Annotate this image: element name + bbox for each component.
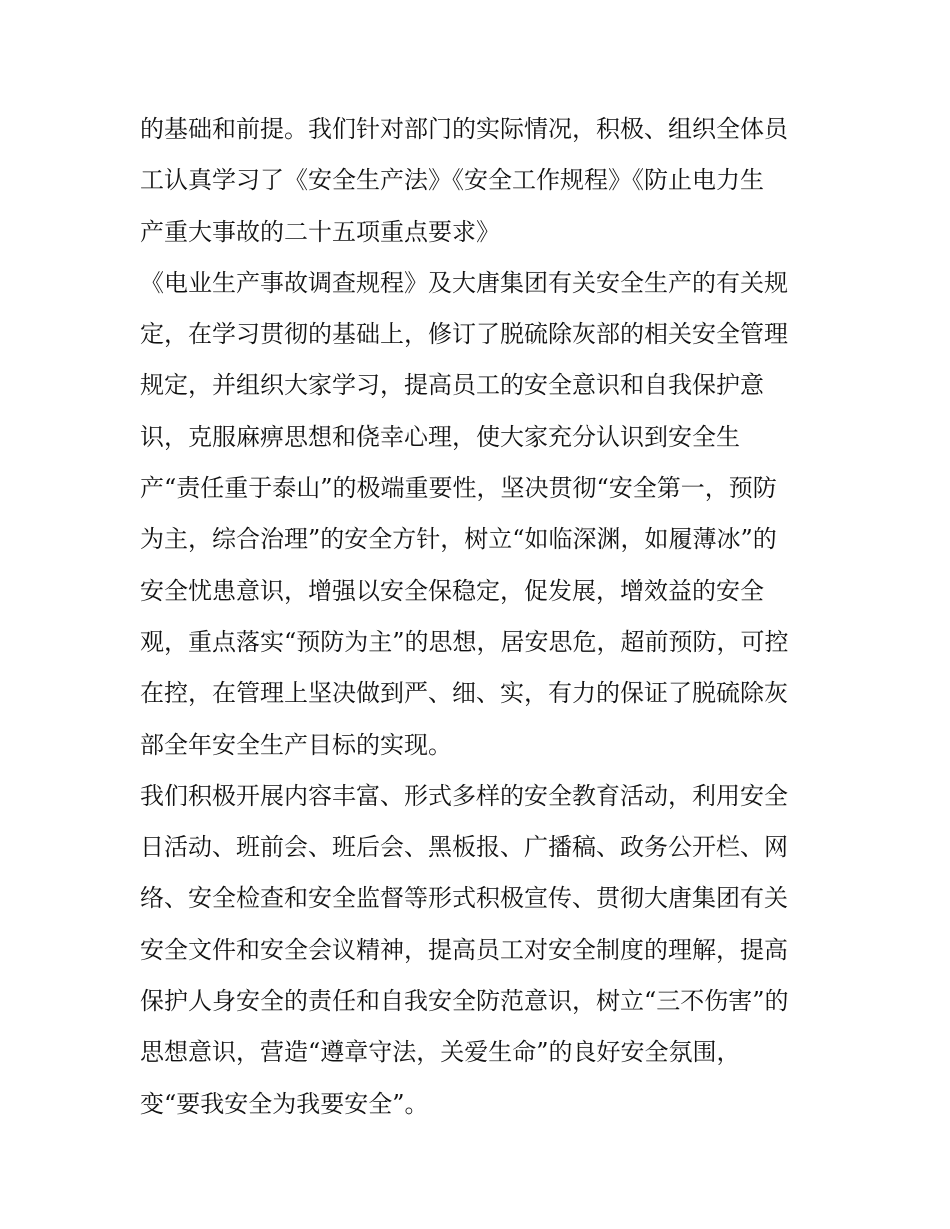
text-line: 日活动、班前会、班后会、黑板报、广播稿、政务公开栏、网 (140, 833, 788, 862)
text-line: 为主，综合治理”的安全方针，树立“如临深渊，如履薄冰”的 (140, 525, 777, 554)
text-line: 定，在学习贯彻的基础上，修订了脱硫除灰部的相关安全管理 (140, 320, 788, 349)
text-line: 产“责任重于泰山”的极端重要性，坚决贯彻“安全第一，预防 (140, 474, 777, 503)
text-line: 部全年安全生产目标的实现。 (140, 730, 452, 759)
text-line: 变“要我安全为我要安全”。 (140, 1089, 429, 1118)
text-line: 思想意识，营造“遵章守法，关爱生命”的良好安全氛围， (140, 1038, 741, 1067)
text-line: 观，重点落实“预防为主”的思想，居安思危，超前预防，可控 (140, 627, 789, 656)
text-line: 的基础和前提。我们针对部门的实际情况，积极、组织全体员 (140, 115, 788, 143)
text-line: 我们积极开展内容丰富、形式多样的安全教育活动，利用安全 (140, 781, 788, 810)
text-line: 工认真学习了《安全生产法》《安全工作规程》《防止电力生 (140, 166, 764, 195)
text-line: 安全文件和安全会议精神，提高员工对安全制度的理解，提高 (140, 935, 788, 964)
text-line: 保护人身安全的责任和自我安全防范意识，树立“三不伤害”的 (140, 987, 789, 1016)
text-line: 识，克服麻痹思想和侥幸心理，使大家充分认识到安全生 (140, 422, 740, 451)
text-line: 在控，在管理上坚决做到严、细、实，有力的保证了脱硫除灰 (140, 679, 788, 708)
body-text (140, 104, 820, 1130)
text-line: 规定，并组织大家学习，提高员工的安全意识和自我保护意 (140, 371, 764, 400)
text-line: 安全忧患意识，增强以安全保稳定，促发展，增效益的安全 (140, 576, 764, 605)
text-line: 络、安全检查和安全监督等形式积极宣传、贯彻大唐集团有关 (140, 884, 788, 913)
text-line: 《电业生产事故调查规程》及大唐集团有关安全生产的有关规 (140, 268, 788, 297)
text-line: 产重大事故的二十五项重点要求》 (140, 217, 500, 246)
